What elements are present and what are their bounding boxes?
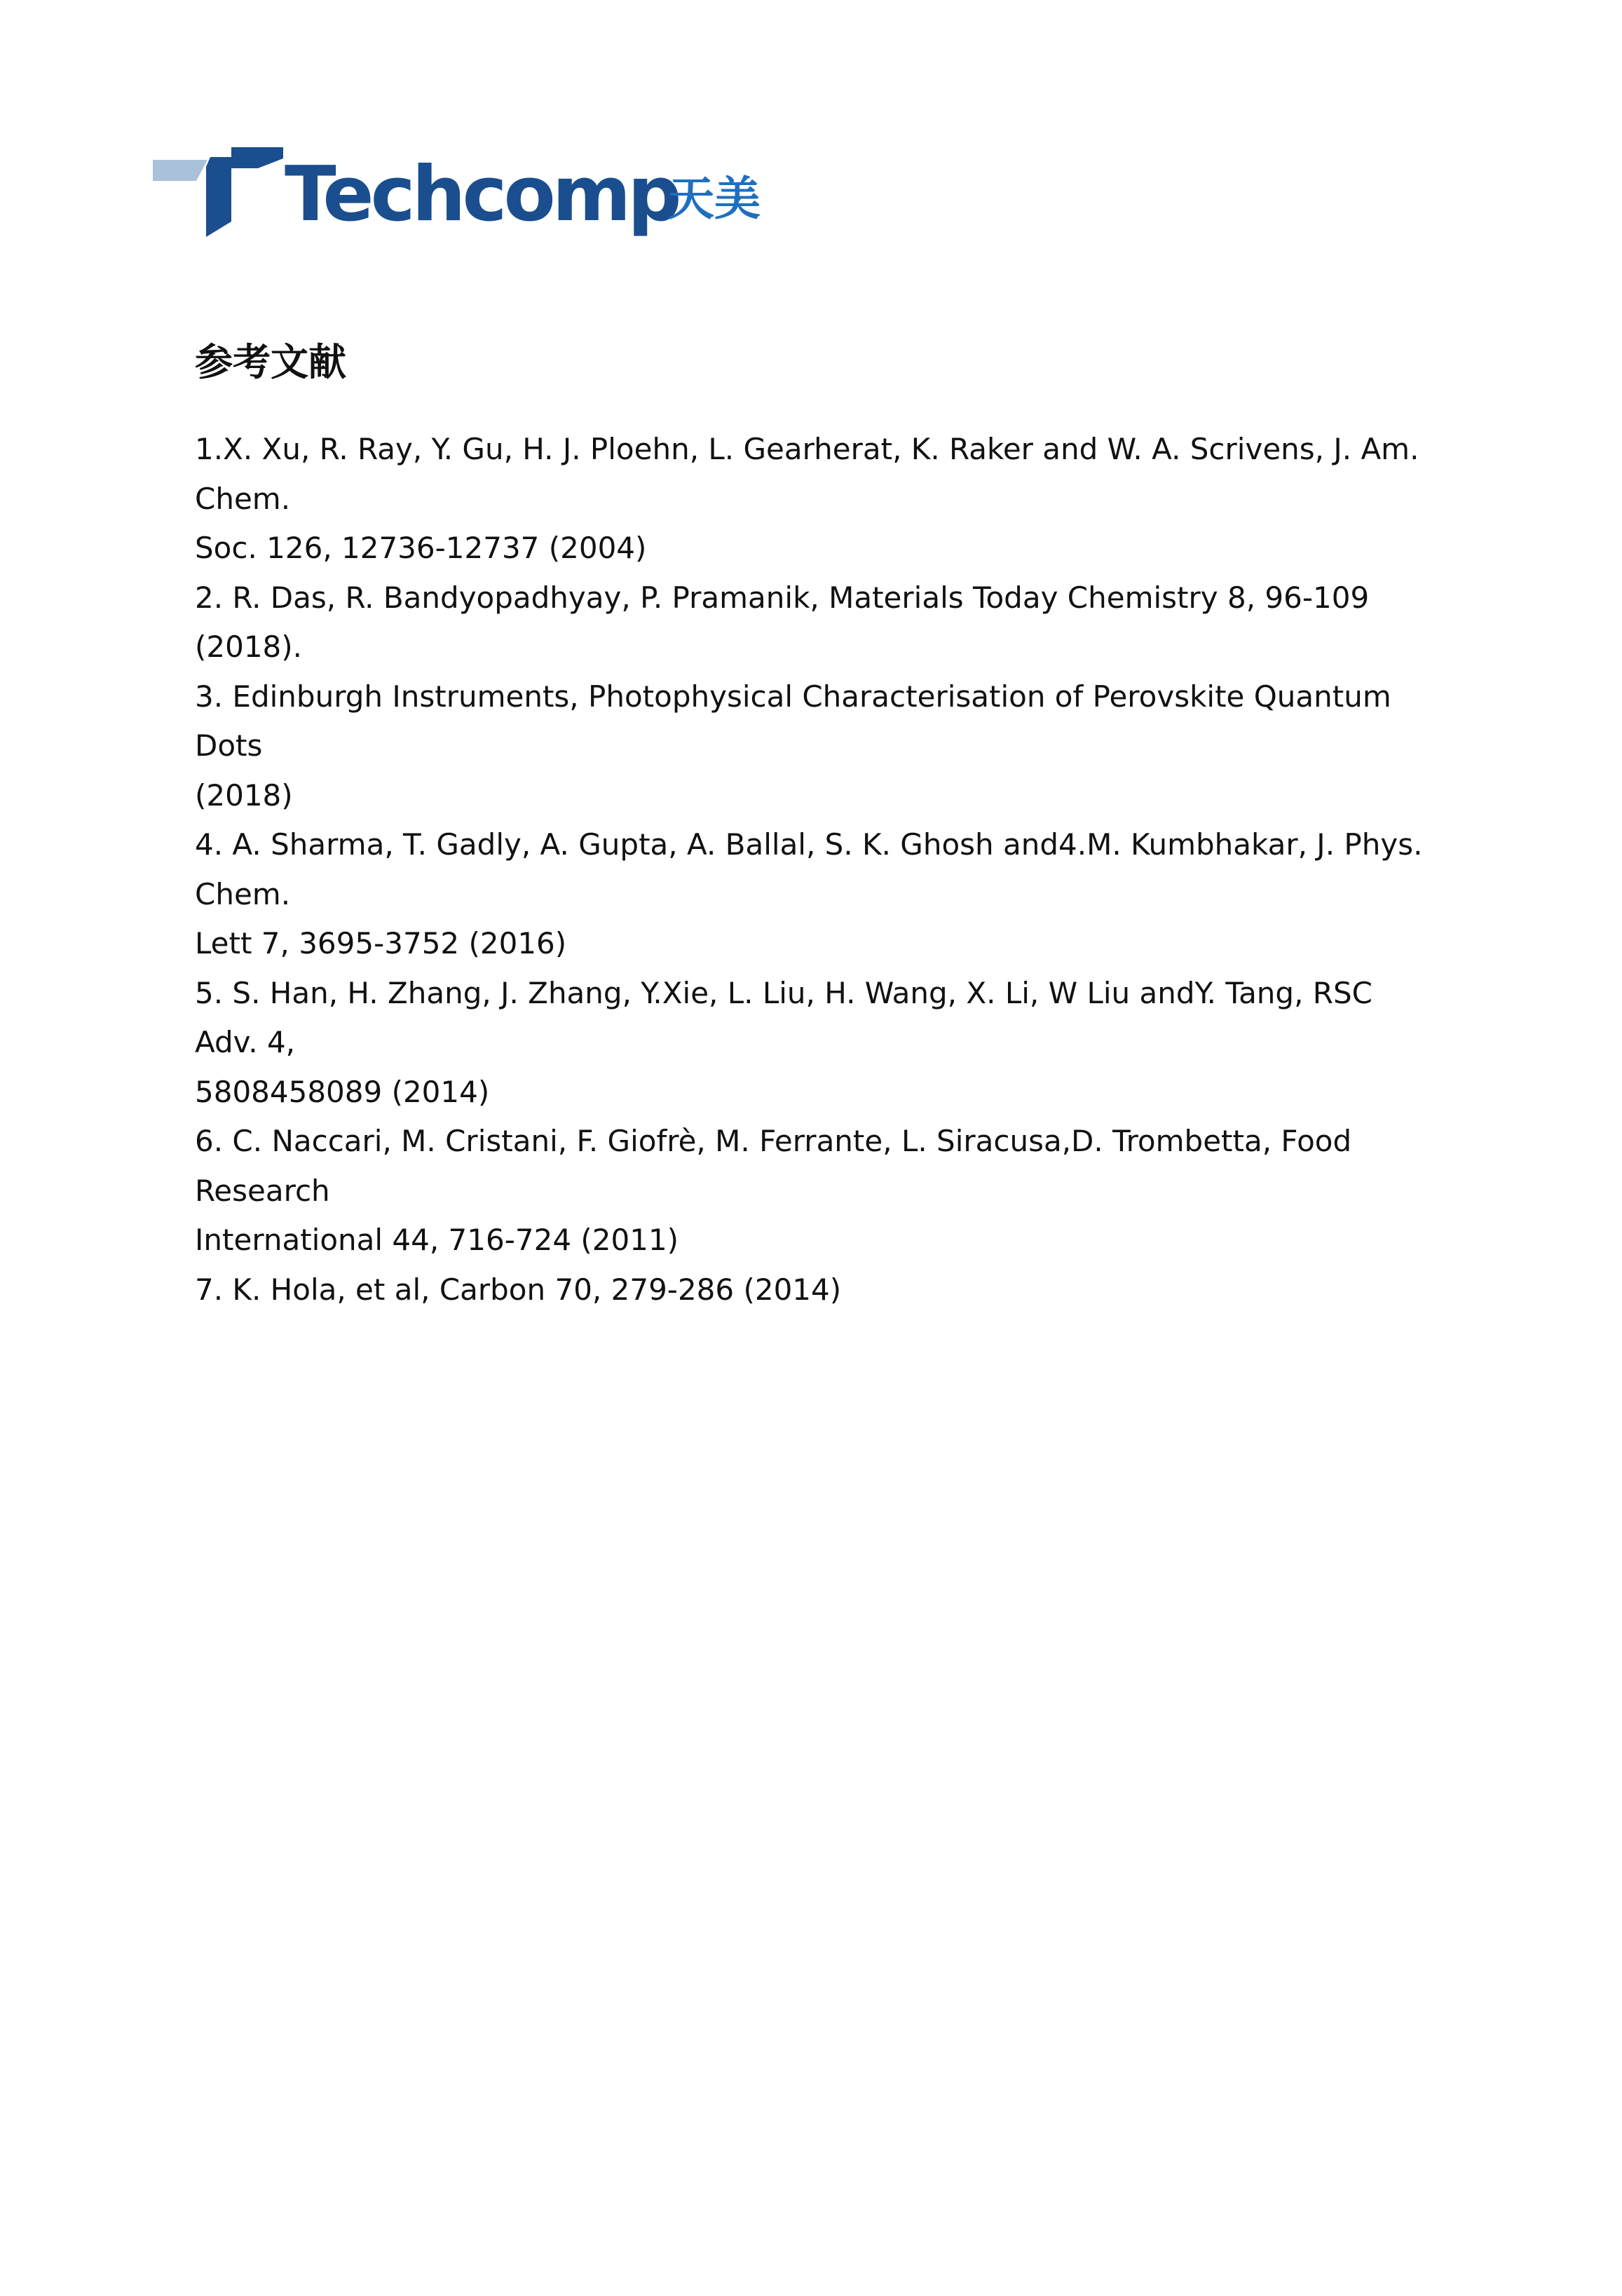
logo-chinese-name: 天美 [668, 172, 761, 226]
reference-item: 5. S. Han, H. Zhang, J. Zhang, Y.Xie, L. Liu, H. Wang, X. Li, W Liu andY. Tang, RSC Adv. 4, 5808458089 (2014) [195, 975, 1372, 1109]
reference-item: 3. Edinburgh Instruments, Photophysical Characterisation of Perovskite Quantum Dots (2018) [195, 679, 1391, 813]
reference-item: 4. A. Sharma, T. Gadly, A. Gupta, A. Ballal, S. K. Ghosh and4.M. Kumbhakar, J. Phys. Chem. Lett 7, 3695-3752 (2016) [195, 827, 1423, 960]
logo-wordmark: Techcomp [285, 151, 679, 238]
references-heading: 参考文献 [195, 340, 346, 384]
reference-item: 6. C. Naccari, M. Cristani, F. Giofrè, M. Ferrante, L. Siracusa,D. Trombetta, Food Research International 44, 716-724 (2011) [195, 1124, 1352, 1257]
reference-item: 2. R. Das, R. Bandyopadhyay, P. Pramanik, Materials Today Chemistry 8, 96-109 (2018). [195, 580, 1370, 664]
reference-item: 1.X. Xu, R. Ray, Y. Gu, H. J. Ploehn, L. Gearherat, K. Raker and W. A. Scrivens, J. Am. Chem. Soc. 126, 12736-12737 (2004) [195, 432, 1419, 565]
techcomp-t-mark-icon [153, 147, 286, 238]
reference-list [195, 425, 1443, 1315]
reference-item: 7. K. Hola, et al, Carbon 70, 279-286 (2014) [195, 1272, 842, 1307]
techcomp-logo [153, 147, 784, 245]
